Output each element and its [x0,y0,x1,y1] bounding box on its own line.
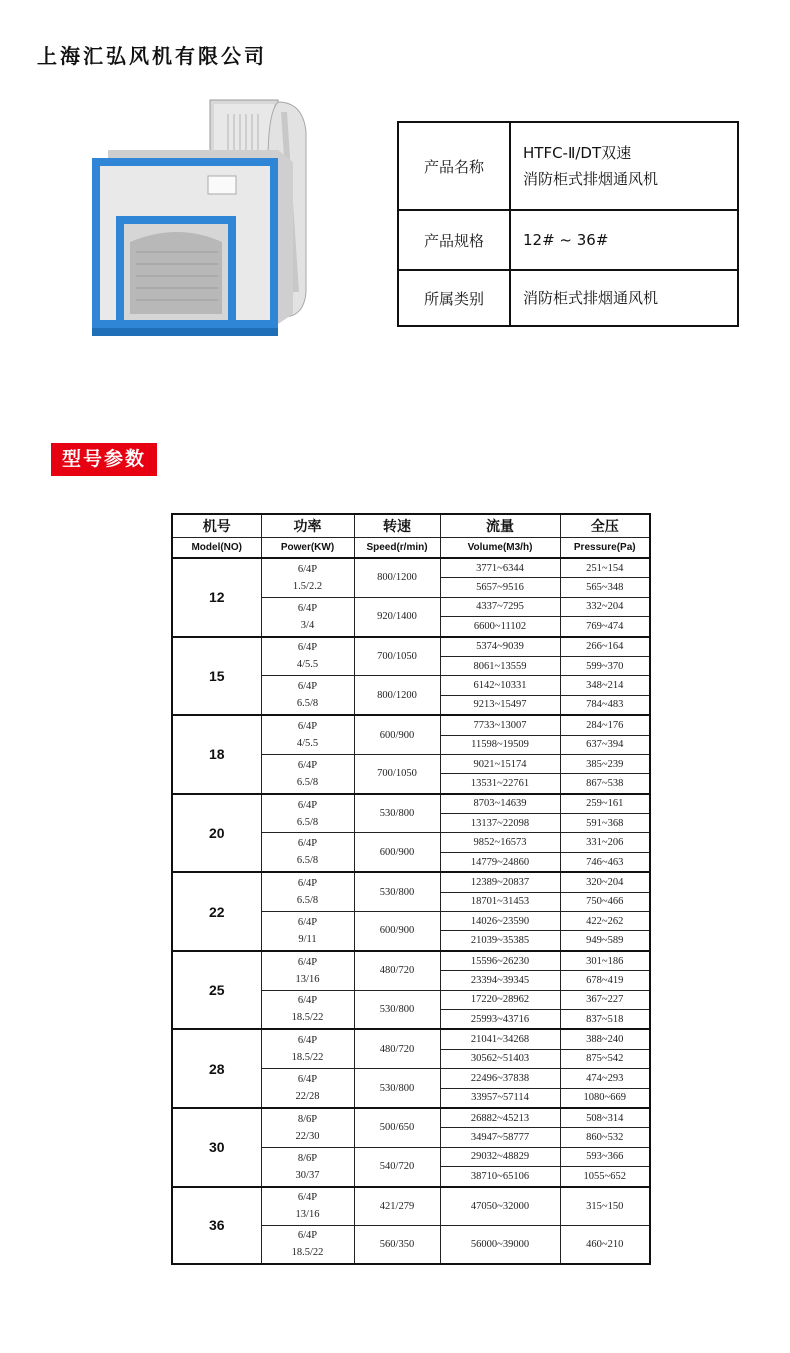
volume-cell: 25993~43716 [440,1009,560,1029]
power-line: 6/4P [297,1192,318,1203]
pressure-cell: 1080~669 [560,1088,650,1108]
info-label: 所属类别 [398,270,510,326]
table-row [172,1108,650,1128]
power-line: 6.5/8 [296,816,319,828]
pressure-cell: 837~518 [560,1009,650,1029]
pressure-cell: 301~186 [560,951,650,971]
power-line: 6.5/8 [296,855,319,867]
power-line: 22/28 [295,1091,320,1103]
power-line: 18.5/22 [291,1052,324,1064]
header-row-en [172,538,650,559]
pressure-cell: 769~474 [560,617,650,637]
pressure-cell: 1055~652 [560,1167,650,1187]
volume-cell: 9852~16573 [440,833,560,852]
header-cn: 流量 [440,514,560,538]
power-cell [261,990,354,1029]
fan-cabinet-image [78,92,338,342]
speed-cell: 600/900 [354,715,440,754]
pressure-cell: 949~589 [560,931,650,951]
power-line: 4/5.5 [296,738,319,750]
pressure-cell: 746~463 [560,852,650,872]
power-cell [261,1225,354,1264]
power-line: 13/16 [295,1209,320,1220]
pressure-cell: 875~542 [560,1049,650,1068]
pressure-cell: 593~366 [560,1147,650,1166]
table-row [172,1187,650,1226]
info-value: 消防柜式排烟通风机 [510,270,738,326]
header-cn: 全压 [560,514,650,538]
power-line: 6/4P [297,681,318,693]
speed-cell: 700/1050 [354,754,440,793]
model-no-cell: 30 [172,1108,261,1187]
pressure-cell: 591~368 [560,814,650,833]
header-en: Volume(M3/h) [440,538,560,559]
header-en: Model(NO) [172,538,261,559]
table-row [172,637,650,657]
volume-cell: 8061~13559 [440,656,560,675]
pressure-cell: 599~370 [560,656,650,675]
power-line: 6/4P [297,838,318,850]
power-line: 6.5/8 [296,698,319,710]
volume-cell: 8703~14639 [440,794,560,814]
power-cell [261,597,354,636]
volume-cell: 29032~48829 [440,1147,560,1166]
speed-cell: 560/350 [354,1225,440,1264]
info-row-name [398,122,738,210]
power-line: 6/4P [297,1074,318,1086]
model-no-cell: 15 [172,637,261,716]
volume-cell: 12389~20837 [440,872,560,892]
power-line: 9/11 [298,933,317,945]
speed-cell: 800/1200 [354,558,440,597]
header-row-cn [172,514,650,538]
volume-cell: 26882~45213 [440,1108,560,1128]
power-line: 6/4P [297,1230,318,1241]
volume-cell: 13137~22098 [440,814,560,833]
power-cell [261,715,354,754]
volume-cell: 14026~23590 [440,912,560,931]
spec-body [172,558,650,1264]
pressure-cell: 284~176 [560,715,650,735]
table-row [172,951,650,971]
power-line: 6.5/8 [296,776,319,788]
info-row-spec [398,210,738,270]
volume-cell: 14779~24860 [440,852,560,872]
pressure-cell: 388~240 [560,1029,650,1049]
pressure-cell: 678~419 [560,971,650,990]
model-no-cell: 18 [172,715,261,794]
volume-cell: 6142~10331 [440,676,560,695]
speed-cell: 530/800 [354,872,440,911]
pressure-cell: 422~262 [560,912,650,931]
power-line: 8/6P [297,1152,318,1164]
power-cell [261,794,354,833]
section-title: 型号参数 [51,443,157,476]
pressure-cell: 750~466 [560,892,650,911]
power-line: 6/4P [297,721,318,733]
power-cell [261,872,354,911]
table-row [172,1029,650,1049]
volume-cell: 6600~11102 [440,617,560,637]
table-row [172,794,650,814]
power-line: 6/4P [297,995,318,1007]
power-cell [261,833,354,872]
model-no-cell: 28 [172,1029,261,1108]
power-line: 6/4P [297,878,318,890]
pressure-cell: 860~532 [560,1128,650,1147]
power-line: 6/4P [297,642,318,654]
model-no-cell: 25 [172,951,261,1030]
power-line: 1.5/2.2 [292,580,323,592]
speed-cell: 530/800 [354,1069,440,1108]
pressure-cell: 251~154 [560,558,650,578]
volume-cell: 3771~6344 [440,558,560,578]
power-line: 30/37 [295,1169,320,1181]
header-cn: 机号 [172,514,261,538]
header-en: Power(KW) [261,538,354,559]
speed-cell: 600/900 [354,912,440,951]
model-no-cell: 12 [172,558,261,637]
power-line: 8/6P [297,1113,318,1125]
power-line: 22/30 [295,1130,320,1142]
speed-cell: 480/720 [354,1029,440,1068]
volume-cell: 17220~28962 [440,990,560,1009]
power-cell [261,1108,354,1147]
power-cell [261,558,354,597]
power-line: 6/4P [297,1035,318,1047]
power-cell [261,951,354,990]
model-no-cell: 20 [172,794,261,873]
power-cell [261,1147,354,1186]
speed-cell: 600/900 [354,833,440,872]
power-cell [261,912,354,951]
speed-cell: 421/279 [354,1187,440,1226]
volume-cell: 15596~26230 [440,951,560,971]
spec-table [171,513,651,1265]
power-line: 18.5/22 [291,1247,324,1258]
power-line: 6/4P [297,563,318,575]
volume-cell: 34947~58777 [440,1128,560,1147]
info-label: 产品名称 [398,122,510,210]
volume-cell: 5374~9039 [440,637,560,657]
power-line: 3/4 [300,619,315,631]
header-en: Pressure(Pa) [560,538,650,559]
header-cn: 转速 [354,514,440,538]
volume-cell: 47050~32000 [440,1187,560,1226]
pressure-cell: 259~161 [560,794,650,814]
power-line: 4/5.5 [296,659,319,671]
speed-cell: 500/650 [354,1108,440,1147]
header-cn: 功率 [261,514,354,538]
volume-cell: 7733~13007 [440,715,560,735]
power-line: 13/16 [295,973,320,985]
power-line: 18.5/22 [291,1012,324,1024]
volume-cell: 11598~19509 [440,735,560,754]
volume-cell: 33957~57114 [440,1088,560,1108]
info-label: 产品规格 [398,210,510,270]
pressure-cell: 508~314 [560,1108,650,1128]
volume-cell: 56000~39000 [440,1225,560,1264]
pressure-cell: 315~150 [560,1187,650,1226]
pressure-cell: 784~483 [560,695,650,715]
pressure-cell: 348~214 [560,676,650,695]
pressure-cell: 867~538 [560,774,650,794]
speed-cell: 700/1050 [354,637,440,676]
header-en: Speed(r/min) [354,538,440,559]
volume-cell: 22496~37838 [440,1069,560,1088]
pressure-cell: 331~206 [560,833,650,852]
pressure-cell: 367~227 [560,990,650,1009]
pressure-cell: 385~239 [560,754,650,773]
pressure-cell: 637~394 [560,735,650,754]
speed-cell: 480/720 [354,951,440,990]
info-row-category [398,270,738,326]
speed-cell: 540/720 [354,1147,440,1186]
volume-cell: 13531~22761 [440,774,560,794]
info-value: HTFC-Ⅱ/DT双速 消防柜式排烟通风机 [510,122,738,210]
volume-cell: 30562~51403 [440,1049,560,1068]
pressure-cell: 565~348 [560,578,650,597]
product-info-table [397,121,739,327]
power-line: 6/4P [297,759,318,771]
volume-cell: 5657~9516 [440,578,560,597]
power-cell [261,637,354,676]
pressure-cell: 266~164 [560,637,650,657]
model-no-cell: 36 [172,1187,261,1264]
table-row [172,715,650,735]
power-cell [261,1187,354,1226]
table-row [172,558,650,578]
power-line: 6/4P [297,799,318,811]
volume-cell: 18701~31453 [440,892,560,911]
power-line: 6/4P [297,916,318,928]
power-line: 6/4P [297,956,318,968]
pressure-cell: 332~204 [560,597,650,616]
pressure-cell: 320~204 [560,872,650,892]
pressure-cell: 474~293 [560,1069,650,1088]
power-line: 6/4P [297,602,318,614]
speed-cell: 530/800 [354,794,440,833]
table-row [172,872,650,892]
power-cell [261,676,354,715]
power-cell [261,754,354,793]
speed-cell: 530/800 [354,990,440,1029]
volume-cell: 21039~35385 [440,931,560,951]
volume-cell: 9213~15497 [440,695,560,715]
volume-cell: 38710~65106 [440,1167,560,1187]
pressure-cell: 460~210 [560,1225,650,1264]
speed-cell: 800/1200 [354,676,440,715]
power-cell [261,1069,354,1108]
info-value: 12# ~ 36# [510,210,738,270]
volume-cell: 23394~39345 [440,971,560,990]
volume-cell: 21041~34268 [440,1029,560,1049]
company-name: 上海汇弘风机有限公司 [37,44,267,68]
speed-cell: 920/1400 [354,597,440,636]
volume-cell: 4337~7295 [440,597,560,616]
power-cell [261,1029,354,1068]
model-no-cell: 22 [172,872,261,951]
power-line: 6.5/8 [296,895,319,907]
volume-cell: 9021~15174 [440,754,560,773]
